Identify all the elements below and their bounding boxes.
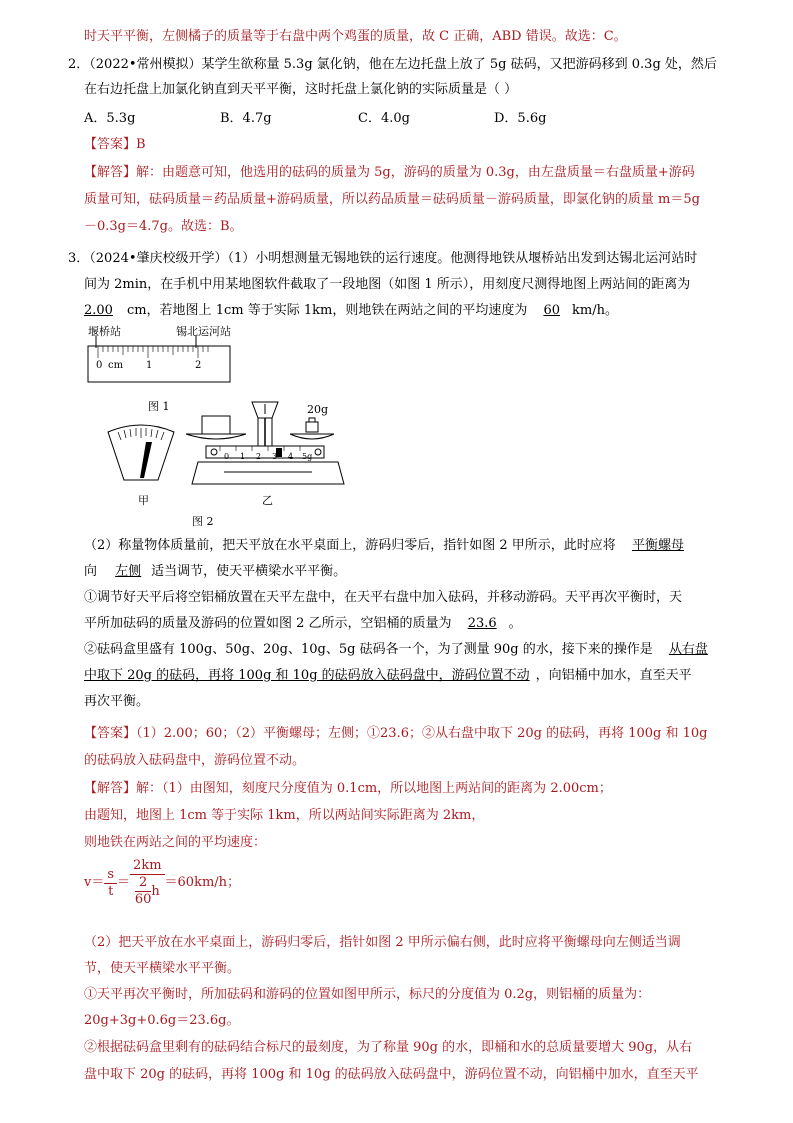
fig2-scale-0: 0: [224, 452, 230, 461]
q3-solution-line8: ②根据砝码盒里剩有的砝码结合标尺的最刻度，为了称量 90g 的水，即桶和水的总质量要增大 90g，从右: [84, 1040, 693, 1055]
q3-stem-line2: 间为 2min，在手机中用某地图软件截取了一段地图（如图 1 所示），用刻度尺测得地图上两站间的距离为: [84, 277, 691, 292]
formula-fraction-values: [130, 858, 164, 908]
blank-speed: 60: [543, 303, 561, 318]
formula-denominator: [130, 875, 164, 908]
q3-solution-line4: （2）把天平放在水平桌面上，游码归零后，指针如图 2 甲所示偏右侧，此时应将平衡螺母向左侧适当调: [84, 935, 681, 950]
fig2-caption: 图 2: [192, 515, 214, 528]
q2-option-d: D．5.6g: [494, 111, 547, 126]
q3-answer-line2: 的砝码放入砝码盘中，游码位置不动。: [84, 753, 306, 768]
formula-equals: ＝: [117, 875, 131, 890]
q2-answer: 【答案】B: [84, 137, 146, 152]
formula-inner-denominator: 60: [134, 892, 152, 907]
fig1-ruler-unit: cm: [108, 360, 124, 371]
q3-part2-text-c: 适当调节，使天平横梁水平平衡。: [151, 564, 347, 579]
fig2-jia-pointer-dial: [104, 420, 178, 484]
q2-option-b: B．4.7g: [220, 111, 272, 126]
formula-fraction-s-over-t: [104, 867, 117, 900]
fig1-ruler-two: 2: [195, 360, 202, 371]
q3-part2-text-a: （2）称量物体质量前，把天平放在水平桌面上，游码归零后，指针如图 2 甲所示，此时应将: [84, 538, 616, 553]
q2-stem-line2: 在右边托盘上加氯化钠直到天平平衡，这时托盘上氯化钠的实际质量是（ ）: [84, 82, 518, 97]
fig2-weight-label: 20g: [307, 403, 329, 416]
blank-distance: 2.00: [84, 303, 113, 318]
blank-left-side: 左侧: [115, 564, 142, 579]
q3-solution-line6: ①天平再次平衡时，所加砝码和游码的位置如图甲所示，标尺的分度值为 0.2g，则铝桶的质量为：: [84, 987, 651, 1002]
formula-inner-fraction: [135, 875, 152, 908]
fig1-ruler-zero: 0: [96, 360, 103, 371]
blank-operation-part1: 从右盘: [668, 642, 708, 657]
fig2-scale-3: 3: [272, 452, 278, 461]
q3-c1-line1: ①调节好天平后将空铝桶放置在天平左盘中，在天平右盘中加入砝码，并移动游码。天平再次平衡时，天: [84, 590, 683, 605]
fig1-station-right: 锡北运河站: [176, 325, 231, 338]
q3-line3-text-a: cm，若地图上 1cm 等于实际 1km，则地铁在两站之间的平均速度为: [126, 303, 528, 318]
q3-c1-text-c: 。: [508, 616, 522, 631]
q3-part2-text-b: 向: [84, 564, 98, 579]
formula-inner-numerator: 2: [135, 875, 152, 892]
q3-c2-line1: [84, 641, 708, 659]
q3-solution-line2: 由题知，地图上 1cm 等于实际 1km，所以两站间实际距离为 2km，: [84, 808, 485, 823]
q3-solution-line1: 【解答】解：（1）由图知，刻度尺分度值为 0.1cm，所以地图上两站间的距离为 2.00cm；: [84, 781, 612, 796]
blank-bucket-mass: 23.6: [467, 616, 497, 631]
q3-answer-line1: 【答案】（1）2.00；60；（2）平衡螺母；左侧；①23.6；②从右盘中取下 20g 的砝码，再将 100g 和 10g: [84, 726, 708, 741]
q3-solution-line9: 盘中取下 20g 的砝码，再将 100g 和 10g 的砝码放入砝码盘中，游码位置不动，向铝桶中加水，直至天平: [84, 1067, 699, 1082]
q3-solution-line7: 20g+3g+0.6g＝23.6g。: [84, 1013, 240, 1028]
speed-formula: [84, 858, 240, 908]
q3-c1-text-b: 平所加砝码的质量及游码的位置如图 2 乙所示，空铝桶的质量为: [84, 616, 452, 631]
formula-v: v＝: [84, 875, 105, 890]
q3-part2-line1: [84, 537, 688, 555]
q3-c2-line3: 再次平衡。: [84, 694, 150, 709]
q3-c2-line2: [84, 667, 692, 685]
q2-analysis-line3: －0.3g＝4.7g。故选：B。: [84, 219, 243, 234]
fig2-label-jia: 甲: [138, 494, 149, 507]
q3-c2-text-b: ，向铝桶中加水，直至天平: [535, 668, 692, 683]
q2-stem-line1: 2．（2022•常州模拟）某学生欲称量 5.3g 氯化钠，他在左边托盘上放了 5g 砝码，又把游码移到 0.3g 处，然后: [68, 57, 717, 72]
q3-stem-line3: [84, 302, 618, 320]
q2-option-a: A．5.3g: [84, 111, 136, 126]
q3-c2-text-a: ②砝码盒里盛有 100g、50g、20g、10g、5g 砝码各一个，为了测量 90g 的水，接下来的操作是: [84, 642, 653, 657]
fig2-scale-5: 5g: [302, 452, 313, 461]
formula-result: ＝60km/h；: [164, 875, 241, 890]
fig2-label-yi: 乙: [262, 494, 273, 507]
fig1-caption: 图 1: [148, 400, 170, 413]
q3-solution-line3: 则地铁在两站之间的平均速度：: [84, 835, 267, 850]
q1-solution-tail: 时天平平衡，左侧橘子的质量等于右盘中两个鸡蛋的质量，故 C 正确，ABD 错误。故选：C。: [84, 29, 627, 44]
q3-solution-line5: 节，使天平横梁水平平衡。: [84, 961, 241, 976]
fig1-station-left: 堰桥站: [88, 325, 121, 338]
formula-hour-unit: h: [151, 884, 160, 899]
formula-s: s: [104, 867, 117, 884]
fig2-scale-2: 2: [256, 452, 262, 461]
q3-part2-line2: [84, 563, 346, 581]
blank-operation-part2: 中取下 20g 的砝码，再将 100g 和 10g 的砝码放入砝码盘中，游码位置不动: [84, 668, 530, 683]
fig2-scale-1: 1: [240, 452, 246, 461]
fig1-ruler-one: 1: [146, 360, 153, 371]
formula-t: t: [108, 883, 114, 899]
q2-option-c: C．4.0g: [358, 111, 410, 126]
q3-c1-line2: [84, 615, 522, 633]
q2-analysis-line1: 【解答】解：由题意可知，他选用的砝码的质量为 5g，游码的质量为 0.3g，由左盘质量＝右盘质量+游码: [84, 165, 695, 180]
q2-analysis-line2: 质量可知，砝码质量＝药品质量+游码质量，所以药品质量＝砝码质量－游码质量，即氯化钠的质量 m＝5g: [84, 192, 700, 207]
q3-line3-text-b: km/h。: [572, 303, 618, 318]
formula-numerator-km: 2km: [130, 858, 164, 875]
fig2-scale-4: 4: [288, 452, 294, 461]
blank-balance-nut: 平衡螺母: [631, 538, 684, 553]
q3-stem-line1: 3．（2024•肇庆校级开学）（1）小明想测量无锡地铁的运行速度。他测得地铁从堰桥站出发到达锡北运河站时: [68, 251, 698, 266]
